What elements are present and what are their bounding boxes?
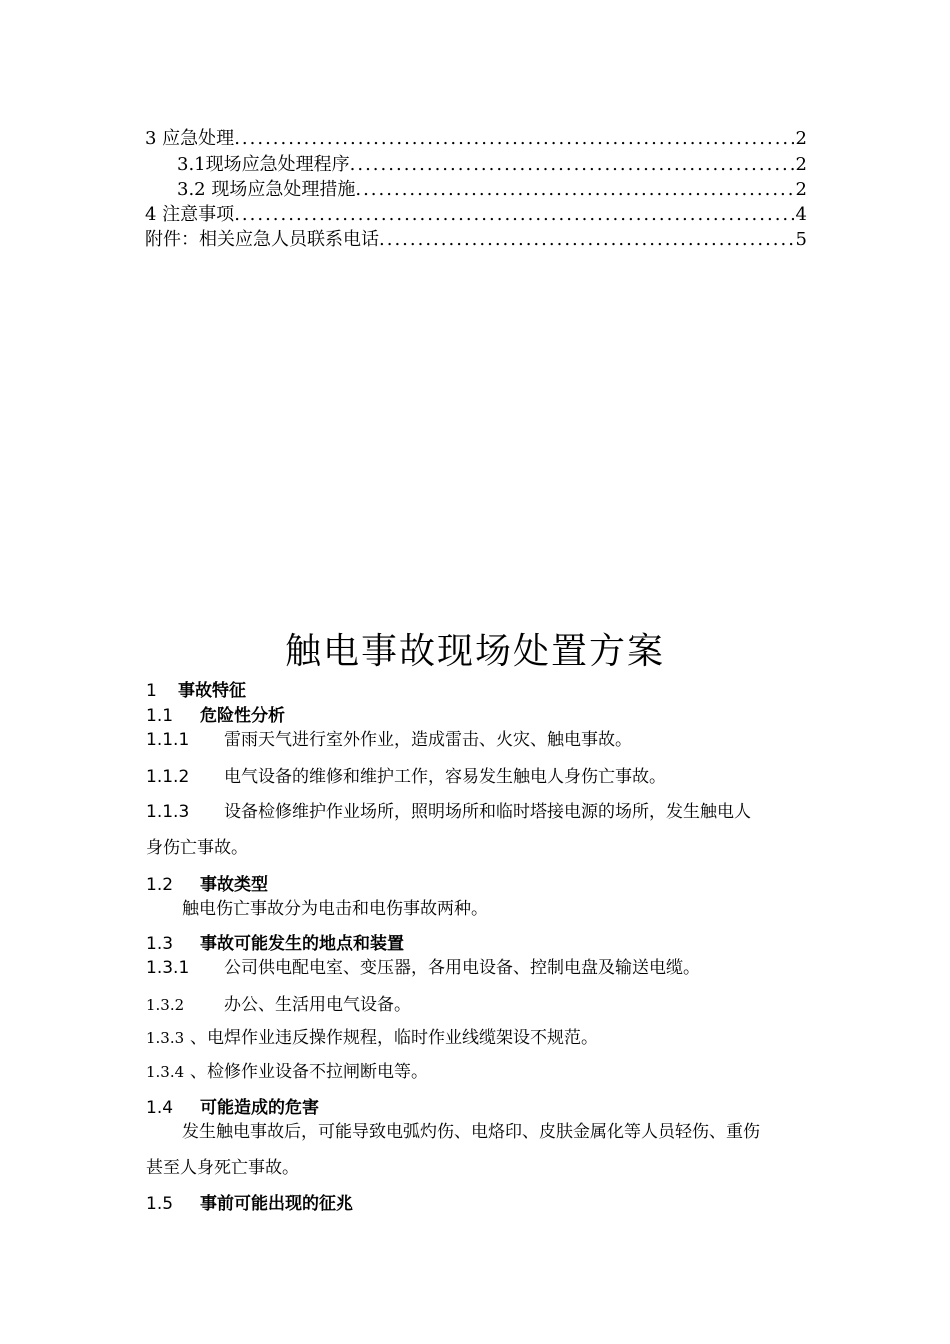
item-text: 办公、生活用电气设备。 [224, 995, 411, 1015]
item-text: 电气设备的维修和维护工作，容易发生触电人身伤亡事故。 [224, 767, 666, 787]
paragraph [146, 762, 666, 787]
item-number: 1.3.1 [146, 958, 190, 978]
section-number: 1 [146, 681, 157, 701]
toc-entry-label: 3 应急处理 [145, 128, 235, 149]
toc-page-number: 4 [795, 204, 807, 225]
section-number: 1.2 [146, 875, 174, 895]
section-heading [146, 870, 268, 895]
paragraph [146, 953, 700, 978]
paragraph: 触电伤亡事故分为电击和电伤事故两种。 [182, 899, 488, 919]
paragraph [146, 1023, 598, 1048]
section-title: 危险性分析 [200, 706, 285, 726]
toc-entry[interactable] [177, 150, 807, 176]
section-number: 1.1 [146, 706, 174, 726]
paragraph [146, 990, 411, 1015]
toc-entry[interactable] [145, 124, 807, 150]
item-number: 1.3.3 [146, 1029, 185, 1047]
toc-entry-label: 附件：相关应急人员联系电话 [145, 229, 379, 250]
item-number: 1.1.2 [146, 767, 190, 787]
toc-page-number: 2 [795, 154, 807, 175]
item-text: 雷雨天气进行室外作业，造成雷击、火灾、触电事故。 [224, 730, 632, 750]
toc-leader-dots [355, 179, 793, 200]
item-number: 1.1.3 [146, 802, 190, 822]
paragraph-continuation: 身伤亡事故。 [146, 838, 248, 858]
toc-leader-dots [350, 154, 794, 175]
toc-leader-dots [379, 229, 794, 250]
toc-entry[interactable] [177, 175, 807, 201]
section-title: 事前可能出现的征兆 [200, 1194, 353, 1214]
section-title: 可能造成的危害 [200, 1098, 319, 1118]
section-heading [146, 929, 404, 954]
item-number: 1.3.4 [146, 1063, 185, 1081]
toc-page-number: 2 [795, 179, 807, 200]
paragraph [146, 725, 632, 750]
toc-leader-dots [234, 204, 793, 225]
toc-entry[interactable] [145, 225, 807, 251]
paragraph: 发生触电事故后，可能导致电弧灼伤、电烙印、皮肤金属化等人员轻伤、重伤 [182, 1122, 760, 1142]
section-heading [146, 1189, 353, 1214]
item-text: 、电焊作业违反操作规程，临时作业线缆架设不规范。 [190, 1028, 598, 1048]
section-heading [146, 676, 246, 701]
section-number: 1.3 [146, 934, 174, 954]
item-number: 1.1.1 [146, 730, 190, 750]
item-number: 1.3.2 [146, 996, 185, 1014]
toc-entry-label: 4 注意事项 [145, 204, 235, 225]
toc-entry-label: 3.1现场应急处理程序 [177, 154, 350, 175]
paragraph [146, 1057, 428, 1082]
section-number: 1.4 [146, 1098, 174, 1118]
item-text: 公司供电配电室、变压器，各用电设备、控制电盘及输送电缆。 [224, 958, 700, 978]
paragraph-continuation: 甚至人身死亡事故。 [146, 1158, 299, 1178]
section-heading [146, 701, 285, 726]
section-title: 事故可能发生的地点和装置 [200, 934, 404, 954]
section-heading [146, 1093, 319, 1118]
toc-page-number: 5 [795, 229, 807, 250]
section-title: 事故特征 [178, 681, 246, 701]
section-title: 事故类型 [200, 875, 268, 895]
section-number: 1.5 [146, 1194, 174, 1214]
item-text: 、检修作业设备不拉闸断电等。 [190, 1062, 428, 1082]
toc-entry-label: 3.2 现场应急处理措施 [177, 179, 356, 200]
item-text: 设备检修维护作业场所，照明场所和临时塔接电源的场所，发生触电人 [224, 802, 751, 822]
paragraph [146, 797, 751, 822]
toc-page-number: 2 [795, 128, 807, 149]
toc-leader-dots [234, 128, 793, 149]
document-title: 触电事故现场处置方案 [284, 631, 665, 672]
toc-entry[interactable] [145, 200, 807, 226]
